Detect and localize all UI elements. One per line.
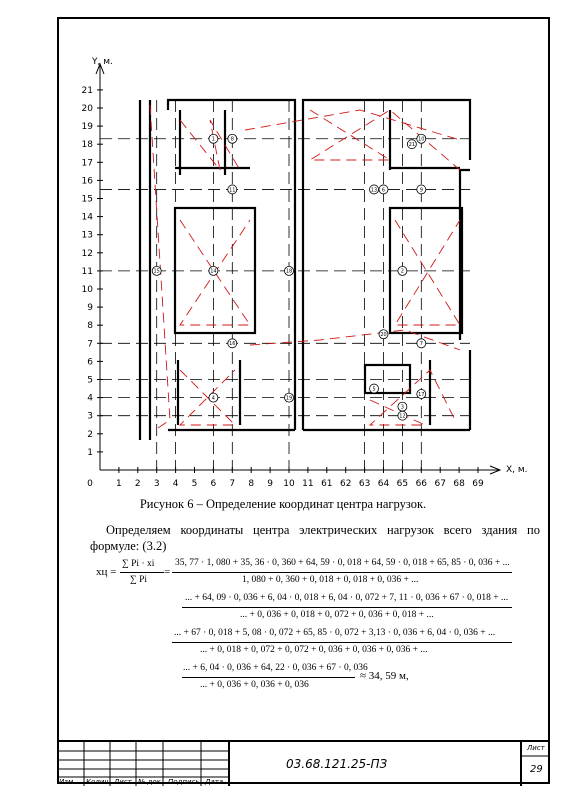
x-tick-label: 1 bbox=[116, 479, 122, 489]
formula-n1: 35, 77 · 1, 080 + 35, 36 · 0, 360 + 64, 59 · 0, 018 + 64, 59 · 0, 018 + 65, 85 · 0, 036 + ... bbox=[175, 558, 510, 568]
load-node-label: 4 bbox=[211, 395, 215, 402]
formula-sym-num: ∑ Pi · xi bbox=[122, 559, 155, 569]
formula-n3: ... + 67 · 0, 018 + 5, 08 · 0, 072 + 65, 85 · 0, 072 + 3,13 · 0, 036 + 6, 04 · 0, 036 + ... bbox=[174, 628, 496, 638]
x-tick-label: 61 bbox=[321, 479, 333, 489]
x-tick-label: 9 bbox=[267, 479, 273, 489]
y-tick-label: 7 bbox=[87, 339, 93, 350]
track-top-left bbox=[180, 120, 240, 170]
y-tick-label: 17 bbox=[81, 158, 93, 169]
y-tick-label: 9 bbox=[87, 303, 93, 314]
y-tick-label: 3 bbox=[87, 411, 93, 422]
load-node-label: 13 bbox=[370, 187, 378, 194]
load-node-label: 6 bbox=[381, 187, 386, 194]
formula-sym-den: ∑ Pi bbox=[130, 575, 148, 585]
x-tick-label: 7 bbox=[229, 479, 236, 489]
wall-upper-right bbox=[303, 100, 470, 430]
load-node-label: 10 bbox=[418, 136, 425, 143]
y-tick-label: 19 bbox=[81, 122, 93, 133]
load-node-label: 15 bbox=[153, 268, 160, 275]
formula-bar-4 bbox=[182, 677, 355, 678]
formula-n4: ... + 6, 04 · 0, 036 + 64, 22 · 0, 036 + 67 · 0, 036 bbox=[183, 663, 368, 673]
x-tick-label: 2 bbox=[134, 479, 141, 489]
y-tick-label: 8 bbox=[87, 321, 93, 332]
y-tick-label: 16 bbox=[81, 176, 93, 187]
load-node-label: 12 bbox=[399, 413, 406, 420]
load-node-label: 18 bbox=[285, 268, 293, 275]
y-tick-label: 1 bbox=[87, 447, 93, 458]
load-node-label: 11 bbox=[229, 187, 236, 194]
formula-d2: ... + 0, 036 + 0, 018 + 0, 072 + 0, 036 + 0, 018 + ... bbox=[240, 610, 434, 620]
x-tick-label: 0 bbox=[87, 479, 93, 489]
load-node-label: 20 bbox=[380, 332, 387, 339]
track-top-right bbox=[310, 110, 460, 170]
document-number: 03.68.121.25-ПЗ bbox=[286, 757, 388, 771]
x-tick-label: 63 bbox=[358, 479, 371, 489]
x-axis-label: X, м. bbox=[506, 465, 528, 475]
hdr-izm: Изм. bbox=[59, 778, 76, 786]
x-tick-label: 4 bbox=[172, 479, 179, 489]
sheet-number: 29 bbox=[530, 764, 543, 775]
x-tick-label: 8 bbox=[248, 479, 255, 489]
formula-sym-bar bbox=[120, 572, 164, 573]
load-node-label: 14 bbox=[210, 268, 217, 275]
formula-bar-3 bbox=[172, 642, 512, 643]
load-node-label: 17 bbox=[418, 391, 425, 398]
formula-d1: 1, 080 + 0, 360 + 0, 018 + 0, 018 + 0, 036 + ... bbox=[242, 575, 419, 585]
y-tick-label: 6 bbox=[87, 357, 93, 368]
formula-result: ≈ 34, 59 м, bbox=[360, 670, 409, 682]
x-tick-label: 64 bbox=[377, 479, 390, 489]
hdr-kolich: Колич. bbox=[86, 778, 111, 786]
formula-n2: ... + 64, 09 · 0, 036 + 6, 04 · 0, 018 + 6, 04 · 0, 072 + 7, 11 · 0, 036 + 67 · 0, 018 + ... bbox=[185, 593, 509, 603]
track-top bbox=[245, 110, 460, 140]
y-tick-label: 10 bbox=[81, 285, 93, 295]
hdr-podpis: Подпись bbox=[168, 778, 200, 786]
y-tick-label: 14 bbox=[81, 212, 93, 223]
load-node-label: 7 bbox=[419, 341, 423, 348]
load-node-label: 19 bbox=[285, 395, 293, 402]
hdr-data: Дата bbox=[205, 778, 224, 786]
wall-upper-left bbox=[168, 100, 295, 430]
y-tick-label: 18 bbox=[81, 140, 93, 151]
body-paragraph: Определяем координаты центра электрических нагрузок всего здания по формуле: (3.2) bbox=[90, 523, 540, 553]
formula-eq: = bbox=[164, 566, 171, 578]
load-node-label: 2 bbox=[400, 268, 404, 275]
formula-d4: ... + 0, 036 + 0, 036 + 0, 036 bbox=[200, 680, 309, 690]
y-tick-label: 13 bbox=[81, 230, 93, 241]
x-tick-label: 5 bbox=[191, 479, 198, 489]
x-tick-label: 67 bbox=[434, 479, 446, 489]
x-tick-label: 11 bbox=[302, 479, 314, 489]
x-tick-label: 6 bbox=[210, 479, 217, 489]
formula-lhs: xц = bbox=[96, 566, 117, 578]
x-tick-label: 3 bbox=[153, 479, 160, 489]
load-center-plan bbox=[60, 50, 528, 490]
y-axis-label: Y, м. bbox=[92, 57, 113, 67]
y-tick-label: 5 bbox=[87, 375, 93, 386]
y-tick-label: 12 bbox=[81, 248, 93, 259]
load-node-label: 8 bbox=[230, 136, 234, 143]
y-tick-label: 20 bbox=[81, 104, 93, 114]
load-node-label: 21 bbox=[408, 142, 416, 148]
formula-d3: ... + 0, 018 + 0, 072 + 0, 072 + 0, 036 + 0, 036 + 0, 036 + ... bbox=[200, 645, 428, 655]
x-tick-label: 62 bbox=[339, 479, 352, 489]
load-node-label: 16 bbox=[229, 341, 236, 348]
x-tick-label: 10 bbox=[283, 479, 295, 489]
y-tick-label: 2 bbox=[87, 429, 93, 440]
x-tick-label: 65 bbox=[396, 479, 409, 489]
y-tick-label: 11 bbox=[81, 266, 93, 277]
y-tick-label: 15 bbox=[81, 194, 93, 205]
x-tick-label: 68 bbox=[453, 479, 465, 489]
load-node-label: 5 bbox=[372, 386, 376, 393]
sheet-label: Лист bbox=[527, 744, 545, 752]
y-tick-label: 21 bbox=[81, 85, 93, 96]
load-node-label: 9 bbox=[419, 187, 423, 194]
load-node-label: 3 bbox=[400, 404, 404, 411]
load-node-label: 1 bbox=[211, 136, 215, 143]
formula-bar-2 bbox=[182, 607, 512, 608]
formula-bar-1 bbox=[172, 572, 512, 573]
x-tick-label: 66 bbox=[415, 479, 428, 489]
hdr-ndok: № док. bbox=[138, 778, 164, 786]
figure-caption: Рисунок 6 – Определение координат центра нагрузок. bbox=[139, 497, 427, 511]
x-tick-label: 69 bbox=[472, 479, 484, 489]
y-tick-label: 4 bbox=[87, 393, 93, 404]
hdr-list: Лист bbox=[114, 778, 132, 786]
